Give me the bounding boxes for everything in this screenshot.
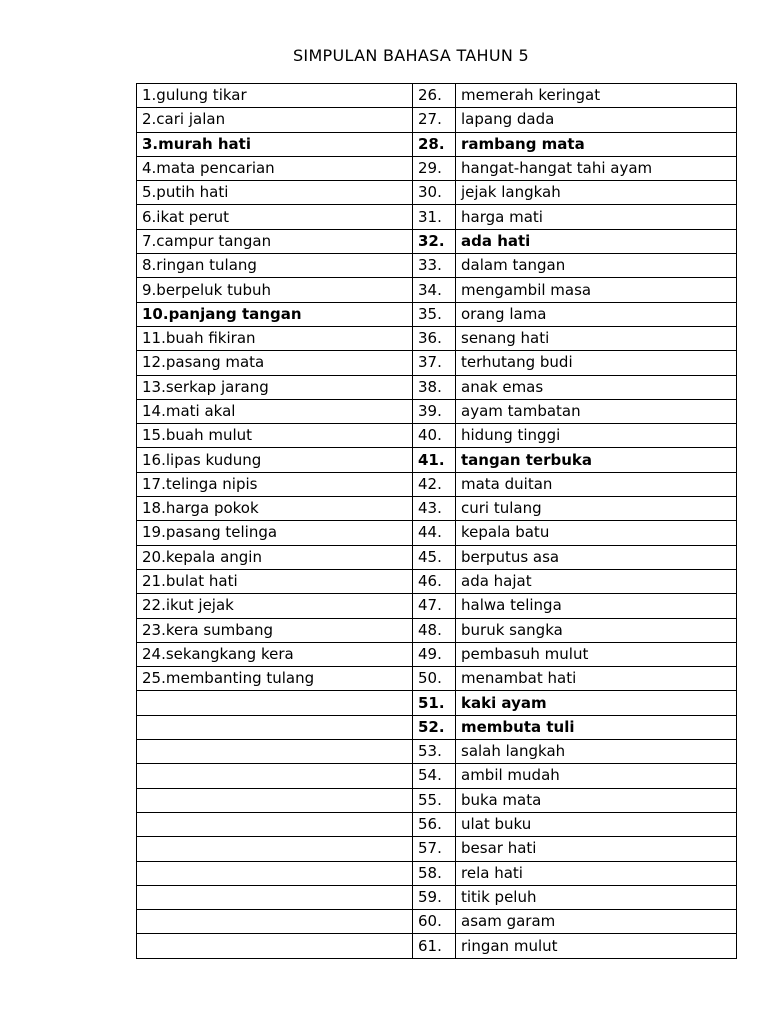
right-number-cell: 60. <box>413 910 456 934</box>
left-idiom-cell <box>137 715 413 739</box>
right-number-cell: 35. <box>413 302 456 326</box>
left-idiom-cell <box>137 861 413 885</box>
left-idiom-cell: 20.kepala angin <box>137 545 413 569</box>
right-number-cell: 49. <box>413 642 456 666</box>
left-idiom-cell: 1.gulung tikar <box>137 84 413 108</box>
right-number-cell: 44. <box>413 521 456 545</box>
left-idiom-cell: 19.pasang telinga <box>137 521 413 545</box>
table-row <box>137 812 737 836</box>
left-idiom-cell <box>137 910 413 934</box>
table-row <box>137 278 737 302</box>
table-row <box>137 618 737 642</box>
right-number-cell: 48. <box>413 618 456 642</box>
table-row <box>137 642 737 666</box>
table-row <box>137 375 737 399</box>
left-idiom-cell: 12.pasang mata <box>137 351 413 375</box>
right-idiom-cell: besar hati <box>456 837 737 861</box>
table-row <box>137 521 737 545</box>
right-idiom-cell: lapang dada <box>456 108 737 132</box>
right-idiom-cell: rela hati <box>456 861 737 885</box>
table-row <box>137 399 737 423</box>
right-idiom-cell: hangat-hangat tahi ayam <box>456 156 737 180</box>
page-title: SIMPULAN BAHASA TAHUN 5 <box>292 46 530 65</box>
left-idiom-cell <box>137 934 413 958</box>
right-idiom-cell: menambat hati <box>456 667 737 691</box>
table-row <box>137 667 737 691</box>
right-number-cell: 50. <box>413 667 456 691</box>
right-idiom-cell: dalam tangan <box>456 254 737 278</box>
left-idiom-cell: 16.lipas kudung <box>137 448 413 472</box>
right-number-cell: 57. <box>413 837 456 861</box>
right-number-cell: 43. <box>413 497 456 521</box>
right-idiom-cell: ambil mudah <box>456 764 737 788</box>
right-idiom-cell: terhutang budi <box>456 351 737 375</box>
right-number-cell: 46. <box>413 569 456 593</box>
right-idiom-cell: asam garam <box>456 910 737 934</box>
right-number-cell: 52. <box>413 715 456 739</box>
idiom-table <box>136 83 737 959</box>
left-idiom-cell: 8.ringan tulang <box>137 254 413 278</box>
table-row <box>137 691 737 715</box>
left-idiom-cell: 23.kera sumbang <box>137 618 413 642</box>
right-number-cell: 40. <box>413 424 456 448</box>
table-row <box>137 254 737 278</box>
right-idiom-cell: curi tulang <box>456 497 737 521</box>
table-row <box>137 448 737 472</box>
left-idiom-cell: 5.putih hati <box>137 181 413 205</box>
right-number-cell: 45. <box>413 545 456 569</box>
left-idiom-cell <box>137 788 413 812</box>
right-number-cell: 33. <box>413 254 456 278</box>
left-idiom-cell: 4.mata pencarian <box>137 156 413 180</box>
table-row <box>137 351 737 375</box>
right-idiom-cell: salah langkah <box>456 740 737 764</box>
table-row <box>137 132 737 156</box>
right-number-cell: 30. <box>413 181 456 205</box>
table-row <box>137 156 737 180</box>
table-row <box>137 545 737 569</box>
left-idiom-cell <box>137 812 413 836</box>
right-number-cell: 36. <box>413 326 456 350</box>
left-idiom-cell: 6.ikat perut <box>137 205 413 229</box>
right-idiom-cell: kepala batu <box>456 521 737 545</box>
table-row <box>137 205 737 229</box>
right-idiom-cell: tangan terbuka <box>456 448 737 472</box>
left-idiom-cell: 18.harga pokok <box>137 497 413 521</box>
right-number-cell: 53. <box>413 740 456 764</box>
right-number-cell: 42. <box>413 472 456 496</box>
table-row <box>137 764 737 788</box>
table-row <box>137 569 737 593</box>
table-row <box>137 424 737 448</box>
left-idiom-cell: 10.panjang tangan <box>137 302 413 326</box>
right-number-cell: 47. <box>413 594 456 618</box>
left-idiom-cell: 2.cari jalan <box>137 108 413 132</box>
table-row <box>137 326 737 350</box>
table-row <box>137 302 737 326</box>
table-row <box>137 885 737 909</box>
right-idiom-cell: hidung tinggi <box>456 424 737 448</box>
right-idiom-cell: halwa telinga <box>456 594 737 618</box>
left-idiom-cell: 13.serkap jarang <box>137 375 413 399</box>
left-idiom-cell: 11.buah fikiran <box>137 326 413 350</box>
right-idiom-cell: memerah keringat <box>456 84 737 108</box>
right-idiom-cell: ada hajat <box>456 569 737 593</box>
right-number-cell: 39. <box>413 399 456 423</box>
left-idiom-cell: 21.bulat hati <box>137 569 413 593</box>
right-number-cell: 56. <box>413 812 456 836</box>
table-row <box>137 229 737 253</box>
table-row <box>137 181 737 205</box>
right-number-cell: 55. <box>413 788 456 812</box>
table-row <box>137 715 737 739</box>
table-row <box>137 861 737 885</box>
right-idiom-cell: harga mati <box>456 205 737 229</box>
right-number-cell: 38. <box>413 375 456 399</box>
left-idiom-cell <box>137 740 413 764</box>
left-idiom-cell <box>137 691 413 715</box>
right-idiom-cell: mata duitan <box>456 472 737 496</box>
right-number-cell: 37. <box>413 351 456 375</box>
right-number-cell: 59. <box>413 885 456 909</box>
right-idiom-cell: ayam tambatan <box>456 399 737 423</box>
left-idiom-cell: 14.mati akal <box>137 399 413 423</box>
right-idiom-cell: membuta tuli <box>456 715 737 739</box>
right-idiom-cell: ringan mulut <box>456 934 737 958</box>
right-idiom-cell: senang hati <box>456 326 737 350</box>
right-number-cell: 28. <box>413 132 456 156</box>
left-idiom-cell <box>137 837 413 861</box>
right-idiom-cell: buruk sangka <box>456 618 737 642</box>
table-row <box>137 497 737 521</box>
right-number-cell: 51. <box>413 691 456 715</box>
table-row <box>137 934 737 958</box>
right-number-cell: 27. <box>413 108 456 132</box>
right-number-cell: 32. <box>413 229 456 253</box>
right-idiom-cell: kaki ayam <box>456 691 737 715</box>
table-row <box>137 910 737 934</box>
table-row <box>137 108 737 132</box>
left-idiom-cell: 17.telinga nipis <box>137 472 413 496</box>
right-idiom-cell: anak emas <box>456 375 737 399</box>
idiom-table-body <box>137 84 737 959</box>
right-idiom-cell: jejak langkah <box>456 181 737 205</box>
left-idiom-cell: 15.buah mulut <box>137 424 413 448</box>
right-number-cell: 34. <box>413 278 456 302</box>
table-row <box>137 740 737 764</box>
right-idiom-cell: pembasuh mulut <box>456 642 737 666</box>
right-number-cell: 41. <box>413 448 456 472</box>
right-idiom-cell: rambang mata <box>456 132 737 156</box>
right-idiom-cell: orang lama <box>456 302 737 326</box>
left-idiom-cell <box>137 764 413 788</box>
left-idiom-cell: 22.ikut jejak <box>137 594 413 618</box>
right-idiom-cell: ada hati <box>456 229 737 253</box>
right-number-cell: 58. <box>413 861 456 885</box>
left-idiom-cell <box>137 885 413 909</box>
right-number-cell: 54. <box>413 764 456 788</box>
left-idiom-cell: 25.membanting tulang <box>137 667 413 691</box>
right-number-cell: 31. <box>413 205 456 229</box>
right-idiom-cell: buka mata <box>456 788 737 812</box>
table-row <box>137 472 737 496</box>
right-idiom-cell: berputus asa <box>456 545 737 569</box>
right-idiom-cell: ulat buku <box>456 812 737 836</box>
right-number-cell: 61. <box>413 934 456 958</box>
table-row <box>137 84 737 108</box>
table-row <box>137 788 737 812</box>
right-idiom-cell: mengambil masa <box>456 278 737 302</box>
right-number-cell: 29. <box>413 156 456 180</box>
left-idiom-cell: 7.campur tangan <box>137 229 413 253</box>
table-row <box>137 837 737 861</box>
table-row <box>137 594 737 618</box>
left-idiom-cell: 9.berpeluk tubuh <box>137 278 413 302</box>
left-idiom-cell: 3.murah hati <box>137 132 413 156</box>
left-idiom-cell: 24.sekangkang kera <box>137 642 413 666</box>
right-idiom-cell: titik peluh <box>456 885 737 909</box>
right-number-cell: 26. <box>413 84 456 108</box>
